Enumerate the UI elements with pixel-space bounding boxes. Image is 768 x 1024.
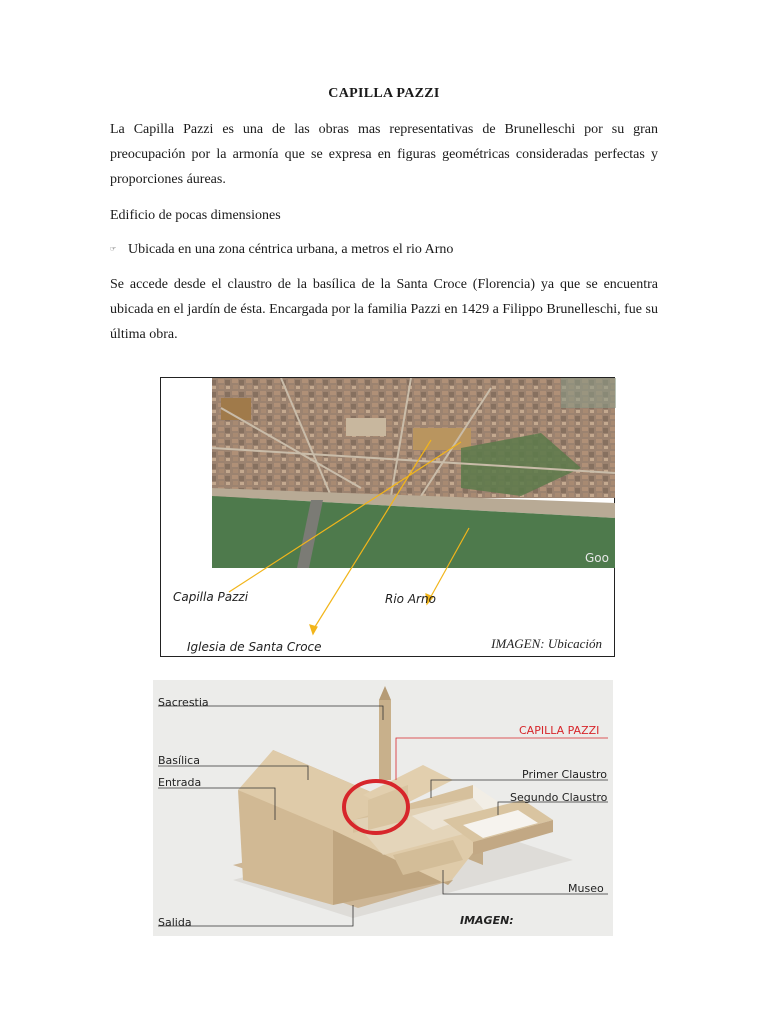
figure1-caption: IMAGEN: Ubicación bbox=[491, 636, 602, 651]
map-watermark: Goo bbox=[585, 551, 609, 565]
primer-claustro-label: Primer Claustro bbox=[522, 768, 608, 781]
salida-label: Salida bbox=[158, 916, 192, 929]
capilla-pazzi-label: Capilla Pazzi bbox=[173, 590, 249, 604]
intro-paragraph: La Capilla Pazzi es una de las obras mas representativas de Brunelleschi por su gran preocupación por la armonía que se expresa en figuras geométricas consideradas perfectas y proporciones áureas. bbox=[110, 122, 658, 187]
location-figure bbox=[160, 377, 615, 657]
basilica-label: Basílica bbox=[158, 754, 200, 767]
rio-arno-label: Rio Arno bbox=[385, 592, 436, 606]
entrada-label: Entrada bbox=[158, 776, 202, 789]
access-paragraph: Se accede desde el claustro de la basílica de la Santa Croce (Florencia) ya que se encuentra ubicada en el jardín de ésta. Encargada por la familia Pazzi en 1429 a Filippo Brunelleschi, fue su última obra. bbox=[110, 277, 658, 342]
museo-label: Museo bbox=[568, 882, 604, 895]
building-model-figure bbox=[153, 680, 613, 936]
santa-croce-label: Iglesia de Santa Croce bbox=[187, 640, 322, 654]
aerial-map-image bbox=[161, 378, 616, 658]
sacrestia-label: Sacrestia bbox=[158, 696, 209, 709]
figure2-caption: IMAGEN: bbox=[460, 914, 514, 927]
location-bullet-text: Ubicada en una zona céntrica urbana, a metros el rio Arno bbox=[128, 242, 454, 257]
size-paragraph: Edificio de pocas dimensiones bbox=[110, 208, 281, 223]
building-model-image bbox=[153, 680, 613, 936]
location-bullet bbox=[110, 237, 658, 262]
document-title: CAPILLA PAZZI bbox=[328, 86, 440, 101]
capilla-pazzi-model-label: CAPILLA PAZZI bbox=[519, 724, 600, 737]
segundo-claustro-label: Segundo Claustro bbox=[510, 791, 608, 804]
pointing-hand-icon: ☞ bbox=[110, 245, 117, 253]
